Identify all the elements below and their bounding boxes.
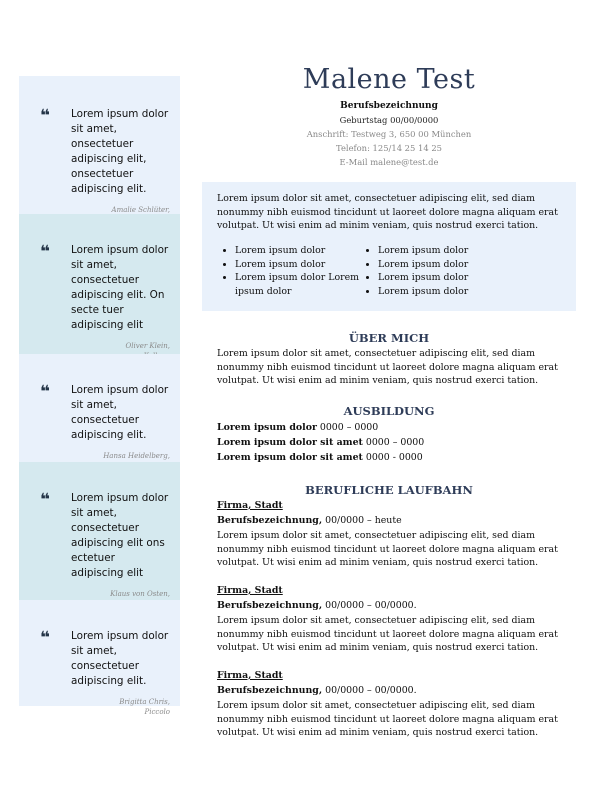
role-dates: 00/0000 – heute [322,515,402,526]
education-title: Lorem ipsum dolor sit amet [217,437,363,448]
quote-icon: ❝ [40,242,50,262]
role-dates: 00/0000 – 00/0000. [322,600,417,611]
education-dates: 0000 - 0000 [362,452,423,463]
birthday: Geburtstag 00/00/0000 [339,115,439,125]
job-description: Lorem ipsum dolor sit amet, consectetuer adipiscing elit, sed diam nonummy nibh euismod tincidunt ut laoreet dolore magna aliquam erat volutpat. Ut wisi enim ad minim veniam, quis nostrud exerci tation. [217,615,558,653]
address: Anschrift: Testweg 3, 650 00 München [306,129,472,139]
quote-icon: ❝ [40,106,50,126]
job-description: Lorem ipsum dolor sit amet, consectetuer adipiscing elit, sed diam nonummy nibh euismod tincidunt ut laoreet dolore magna aliquam erat volutpat. Ut wisi enim ad minim veniam, quis nostrud exerci tation. [217,700,558,738]
role-line [217,600,417,611]
quote-icon: ❝ [40,628,50,648]
role-dates: 00/0000 – 00/0000. [322,685,417,696]
testimonial-text: Lorem ipsum dolor sit amet, consectetuer adipiscing elit ons ectetuer adipiscing elit [71,492,169,579]
role-title: Berufsbezeichnung, [217,515,323,526]
bullet-item: • Lorem ipsum dolor [378,285,518,299]
company: Firma, Stadt [217,670,283,681]
testimonial-author-name: Klaus von Osten, [110,590,170,598]
job-description: Lorem ipsum dolor sit amet, consectetuer adipiscing elit, sed diam nonummy nibh euismod tincidunt ut laoreet dolore magna aliquam erat volutpat. Ut wisi enim ad minim veniam, quis nostrud exerci tation. [217,530,558,568]
role-title: Berufsbezeichnung, [217,600,323,611]
education-title: Lorem ipsum dolor sit amet [217,452,363,463]
testimonial-author-name: Amalie Schlüter, [111,206,170,214]
bullet-item: • Lorem ipsum dolor [378,258,518,272]
testimonial-card [19,76,180,214]
testimonial-card [19,214,180,354]
job-title: Berufsbezeichnung [340,101,438,111]
testimonial-author-name: Brigitta Chris, [119,698,170,706]
quote-icon: ❝ [40,490,50,510]
role-line [217,515,402,526]
person-name: Malene Test [302,64,476,95]
company: Firma, Stadt [217,585,283,596]
career-heading: BERUFLICHE LAUFBAHN [305,483,473,497]
summary-bullets-left [217,244,375,298]
education-entry [217,421,567,435]
role-line [217,685,417,696]
email: E-Mail malene@test.de [339,157,439,167]
testimonial-author [31,697,170,717]
education-entry [217,451,567,465]
about-heading: ÜBER MICH [348,331,430,345]
company: Firma, Stadt [217,500,283,511]
bullet-item: • Lorem ipsum dolor [378,244,518,258]
summary-text: Lorem ipsum dolor sit amet, consectetuer adipiscing elit, sed diam nonummy nibh euismod tincidunt ut laoreet dolore magna aliquam erat volutpat. Ut wisi enim ad minim veniam, quis nostrud exerci tation. [217,193,558,231]
testimonial-card [19,354,180,462]
summary-bullets-right [360,244,518,298]
testimonial-author-role: Piccolo [144,708,170,716]
summary-box [202,182,576,311]
testimonial-author-name: Hansa Heidelberg, [103,452,170,460]
phone: Telefon: 125/14 25 14 25 [336,143,442,153]
bullet-item: • Lorem ipsum dolor [235,258,375,272]
quote-icon: ❝ [40,382,50,402]
testimonial-text: Lorem ipsum dolor sit amet, consectetuer adipiscing elit. On secte tuer adipiscing elit [71,244,169,331]
education-dates: 0000 – 0000 [316,422,379,433]
bullet-item: • Lorem ipsum dolor [235,244,375,258]
testimonial-text: Lorem ipsum dolor sit amet, consectetuer adipiscing elit. [71,384,169,441]
education-dates: 0000 – 0000 [362,437,425,448]
testimonial-text: Lorem ipsum dolor sit amet, onsectetuer adipiscing elit, onsectetuer adipiscing elit. [71,108,169,195]
testimonial-card [19,462,180,600]
about-text: Lorem ipsum dolor sit amet, consectetuer adipiscing elit, sed diam nonummy nibh euismod tincidunt ut laoreet dolore magna aliquam erat volutpat. Ut wisi enim ad minim veniam, quis nostrud exerci tation. [217,348,558,386]
testimonial-author-name: Oliver Klein, [125,342,170,350]
testimonial-sidebar [19,76,180,716]
role-title: Berufsbezeichnung, [217,685,323,696]
education-entry [217,436,567,450]
education-heading: AUSBILDUNG [343,404,435,418]
education-title: Lorem ipsum dolor [217,422,317,433]
testimonial-text: Lorem ipsum dolor sit amet, consectetuer adipiscing elit. [71,630,169,687]
testimonial-card [19,600,180,716]
bullet-item: • Lorem ipsum dolor [378,271,518,285]
bullet-item: • Lorem ipsum dolor Lorem ipsum dolor [235,271,375,298]
